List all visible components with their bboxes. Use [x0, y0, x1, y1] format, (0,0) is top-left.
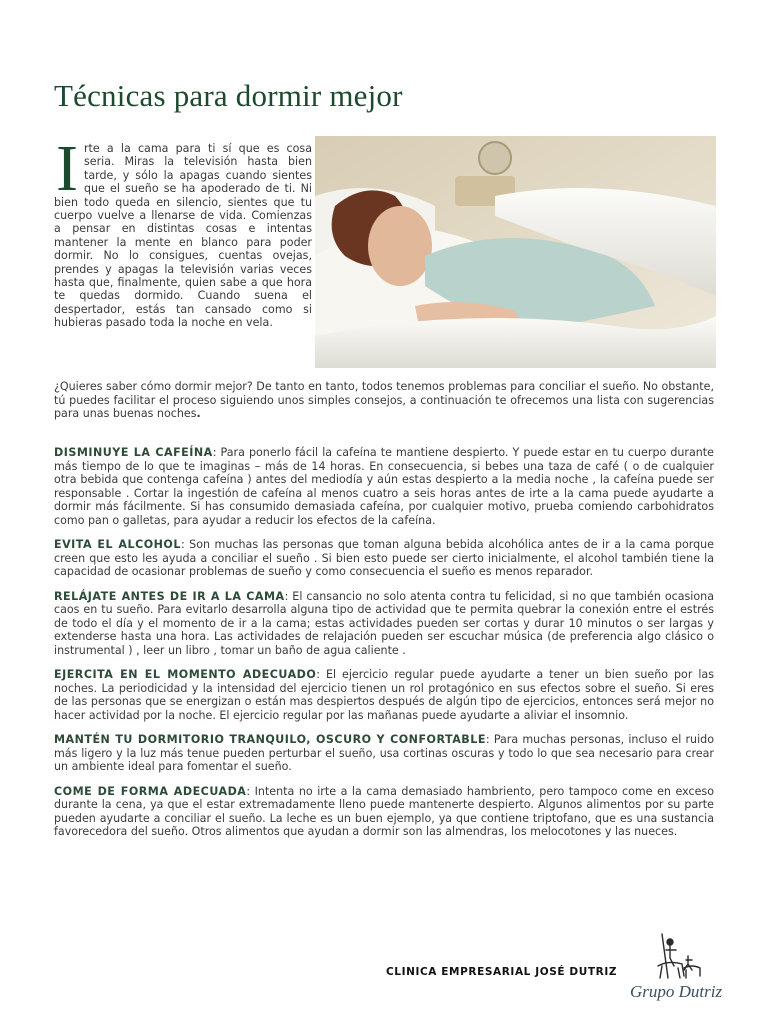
- tip-heading: EJERCITA EN EL MOMENTO ADECUADO: [54, 668, 317, 681]
- tip-heading: EVITA EL ALCOHOL: [54, 538, 181, 551]
- page-title: Técnicas para dormir mejor: [54, 78, 403, 113]
- drop-cap: I: [56, 132, 78, 205]
- tip-text: : Intenta no irte a la cama demasiado hambriento, pero tampoco come en exceso durante la cena, ya que el estar extremadamente lleno puede mantenerte despierto. Algunos alimentos por su parte pueden ayudarte a conciliar el sueño. La leche es un buen ejemplo, ya que contiene triptofano, que es una sustancia favorecedora del sueño. Otros alimentos que ayudan a dormir son las almendras, los melocotones y las nueces.: [54, 784, 714, 838]
- tips-list: [54, 446, 714, 850]
- tip-text: : Para muchas personas, incluso el ruido más ligero y la luz más tenue pueden perturbar el sueño, usa cortinas oscuras y todo lo que sea necesario para crear un ambiente ideal para fomentar el sueño.: [54, 733, 714, 773]
- tip-caffeine: [54, 446, 714, 527]
- tip-heading: DISMINUYE LA CAFEÍNA: [54, 446, 213, 459]
- tip-exercise: [54, 668, 714, 722]
- tip-eat: [54, 785, 714, 839]
- tip-text: : El ejercicio regular puede ayudarte a tener un bien sueño por las noches. La periodicidad y la intensidad del ejercicio tienen un rol protagónico en sus efectos sobre el sueño. Si eres de las personas que se energizan o están mas despiertos después de algún tipo de ejercicios, entonces será mejor no hacer actividad por la noche. El ejercicio regular por las mañanas puede ayudarte a aliviar el insomnio.: [54, 668, 714, 722]
- lead-end: .: [196, 407, 201, 421]
- clinic-footer: CLINICA EMPRESARIAL JOSÉ DUTRIZ: [386, 966, 618, 978]
- lead-text: ¿Quieres saber cómo dormir mejor? De tanto en tanto, todos tenemos problemas para conciliar el sueño. No obstante, tú puedes facilitar el proceso siguiendo unos simples consejos, a continuación te ofrecemos una lista con sugerencias para unas buenas noches: [54, 380, 714, 421]
- grupo-dutriz-logo-text: Grupo Dutriz: [630, 982, 723, 1001]
- tip-relax: [54, 590, 714, 658]
- tip-heading: RELÁJATE ANTES DE IR A LA CAMA: [54, 589, 285, 603]
- lead-paragraph: [54, 380, 714, 421]
- tip-text: : Para ponerlo fácil la cafeína te mantiene despierto. Y puede estar en tu cuerpo durante más tiempo de lo que te imaginas – más de 14 horas. En consecuencia, si bebes una taza de café ( o de cualquier otra bebida que contenga cafeína ) antes del mediodía y aún estas despierto a la media noche , la cafeína puede ser responsable . Cortar la ingestión de cafeína al menos cuatro a seis horas antes de irte a la cama puede ayudarte a dormir más fácilmente. Si has consumido demasiada cafeína, por cualquier motivo, prueba comiendo carbohidratos como pan o galletas, para ayudar a reducir los efectos de la cafeína.: [54, 446, 714, 527]
- tip-bedroom: [54, 733, 714, 774]
- tip-text: : El cansancio no solo atenta contra tu felicidad, si no que también ocasiona caos en tu sueño. Para evitarlo desarrolla alguna tipo de actividad que te permita quebrar la conexión entre el estrés de todo el día y el momento de ir a la cama; estas actividades pueden ser cortas y durar 10 minutos o ser largas y extenderse hasta una hora. Las actividades de relajación pueden ser escuchar música (de preferencia algo clásico o instrumental ) , leer un libro , tomar un baño de agua caliente .: [54, 589, 714, 657]
- tip-heading: COME DE FORMA ADECUADA: [54, 784, 247, 798]
- tip-heading: MANTÉN TU DORMITORIO TRANQUILO, OSCURO Y CONFORTABLE: [54, 733, 486, 746]
- intro-text: rte a la cama para ti sí que es cosa seria. Miras la televisión hasta bien tarde, y sólo la apagas cuando sientes que el sueño se ha apoderado de ti. Ni bien todo queda en silencio, sientes que tu cuerpo vuelve a llenarse de vida. Comienzas a pensar en distintas cosas e intentas mantener la mente en blanco para poder dormir. No lo consigues, cuentas ovejas, prendes y apagas la televisión varias veces hasta que, finalmente, quien sabe a que hora te quedas dormido. Cuando suena el despertador, estás tan cansado como si hubieras pasado toda la noche en vela.: [54, 142, 312, 330]
- intro-paragraph: [54, 132, 312, 330]
- sleeping-woman-photo: [315, 136, 716, 368]
- tip-text: : Son muchas las personas que toman alguna bebida alcohólica antes de ir a la cama porque creen que esto les ayuda a conciliar el sueño . Si bien esto puede ser cierto inicialmente, el alcohol también tiene la capacidad de ocasionar problemas de sueño y como consecuencia el sueño es menos reparador.: [54, 538, 714, 578]
- tip-alcohol: [54, 538, 714, 579]
